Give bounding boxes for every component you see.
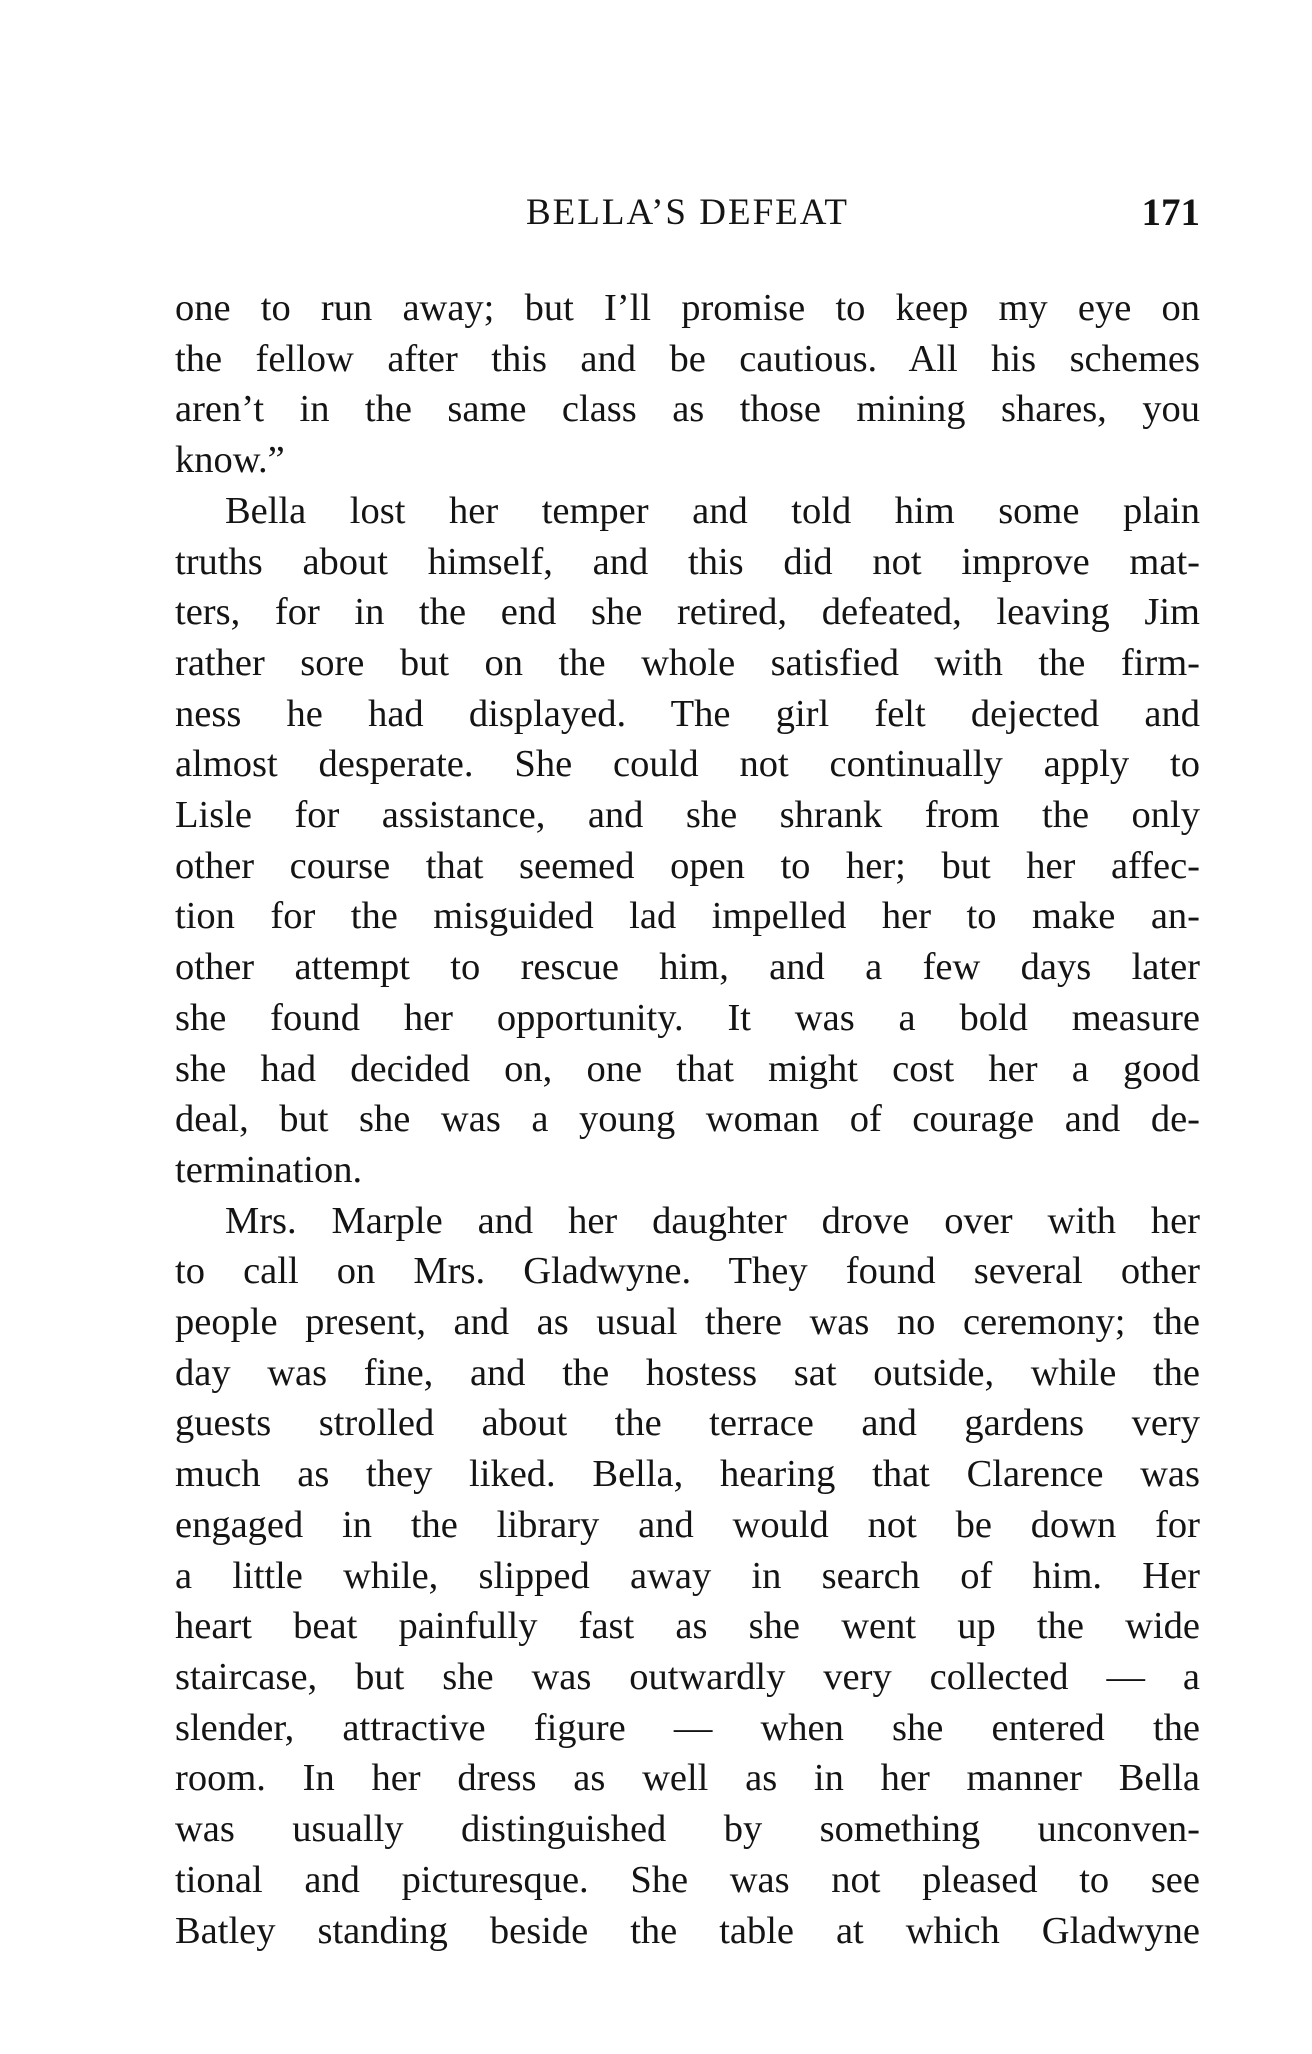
text-line: guests strolled about the terrace and gardens very — [175, 1402, 1200, 1445]
body-text — [175, 283, 1200, 1956]
text-line: slender, attractive figure — when she entered the — [175, 1706, 1200, 1749]
text-line: other attempt to rescue him, and a few days later — [175, 946, 1200, 989]
running-title: BELLA’S DEFEAT — [526, 192, 849, 233]
text-line: she had decided on, one that might cost her a good — [175, 1047, 1200, 1090]
text-line: know.” — [175, 439, 285, 482]
text-line: Mrs. Marple and her daughter drove over with her — [225, 1199, 1200, 1242]
text-line: was usually distinguished by something unconven- — [175, 1808, 1200, 1851]
text-line: people present, and as usual there was no ceremony; the — [175, 1301, 1200, 1344]
text-line: Lisle for assistance, and she shrank from the only — [175, 794, 1200, 837]
text-line: engaged in the library and would not be down for — [175, 1503, 1200, 1546]
page-number: 171 — [1141, 191, 1200, 234]
text-line: room. In her dress as well as in her manner Bella — [175, 1757, 1200, 1800]
text-line: to call on Mrs. Gladwyne. They found several other — [175, 1250, 1200, 1293]
text-line: ters, for in the end she retired, defeated, leaving Jim — [175, 591, 1200, 634]
text-line: she found her opportunity. It was a bold measure — [175, 996, 1200, 1039]
text-line: much as they liked. Bella, hearing that Clarence was — [175, 1453, 1200, 1496]
text-line: tional and picturesque. She was not pleased to see — [175, 1858, 1200, 1901]
text-line: other course that seemed open to her; but her affec- — [175, 844, 1200, 887]
text-line: one to run away; but I’ll promise to keep my eye on — [175, 287, 1200, 329]
running-head — [175, 188, 1200, 238]
text-line: rather sore but on the whole satisfied with the firm- — [175, 641, 1200, 684]
text-line: day was fine, and the hostess sat outside, while the — [175, 1351, 1200, 1394]
text-line: termination. — [175, 1148, 363, 1191]
text-line: deal, but she was a young woman of courage and de- — [175, 1098, 1200, 1141]
text-line: staircase, but she was outwardly very collected — a — [175, 1655, 1200, 1698]
text-line: truths about himself, and this did not improve mat- — [175, 540, 1200, 583]
text-line: Batley standing beside the table at which Gladwyne — [175, 1909, 1200, 1952]
text-line: the fellow after this and be cautious. All his schemes — [175, 337, 1200, 380]
text-line: a little while, slipped away in search of him. Her — [175, 1554, 1200, 1597]
text-line: aren’t in the same class as those mining shares, you — [175, 388, 1200, 431]
text-line: tion for the misguided lad impelled her to make an- — [175, 895, 1200, 938]
text-line: Bella lost her temper and told him some plain — [225, 489, 1200, 532]
text-line: heart beat painfully fast as she went up the wide — [175, 1605, 1200, 1648]
text-line: ness he had displayed. The girl felt dejected and — [175, 692, 1200, 735]
text-line: almost desperate. She could not continually apply to — [175, 743, 1200, 786]
